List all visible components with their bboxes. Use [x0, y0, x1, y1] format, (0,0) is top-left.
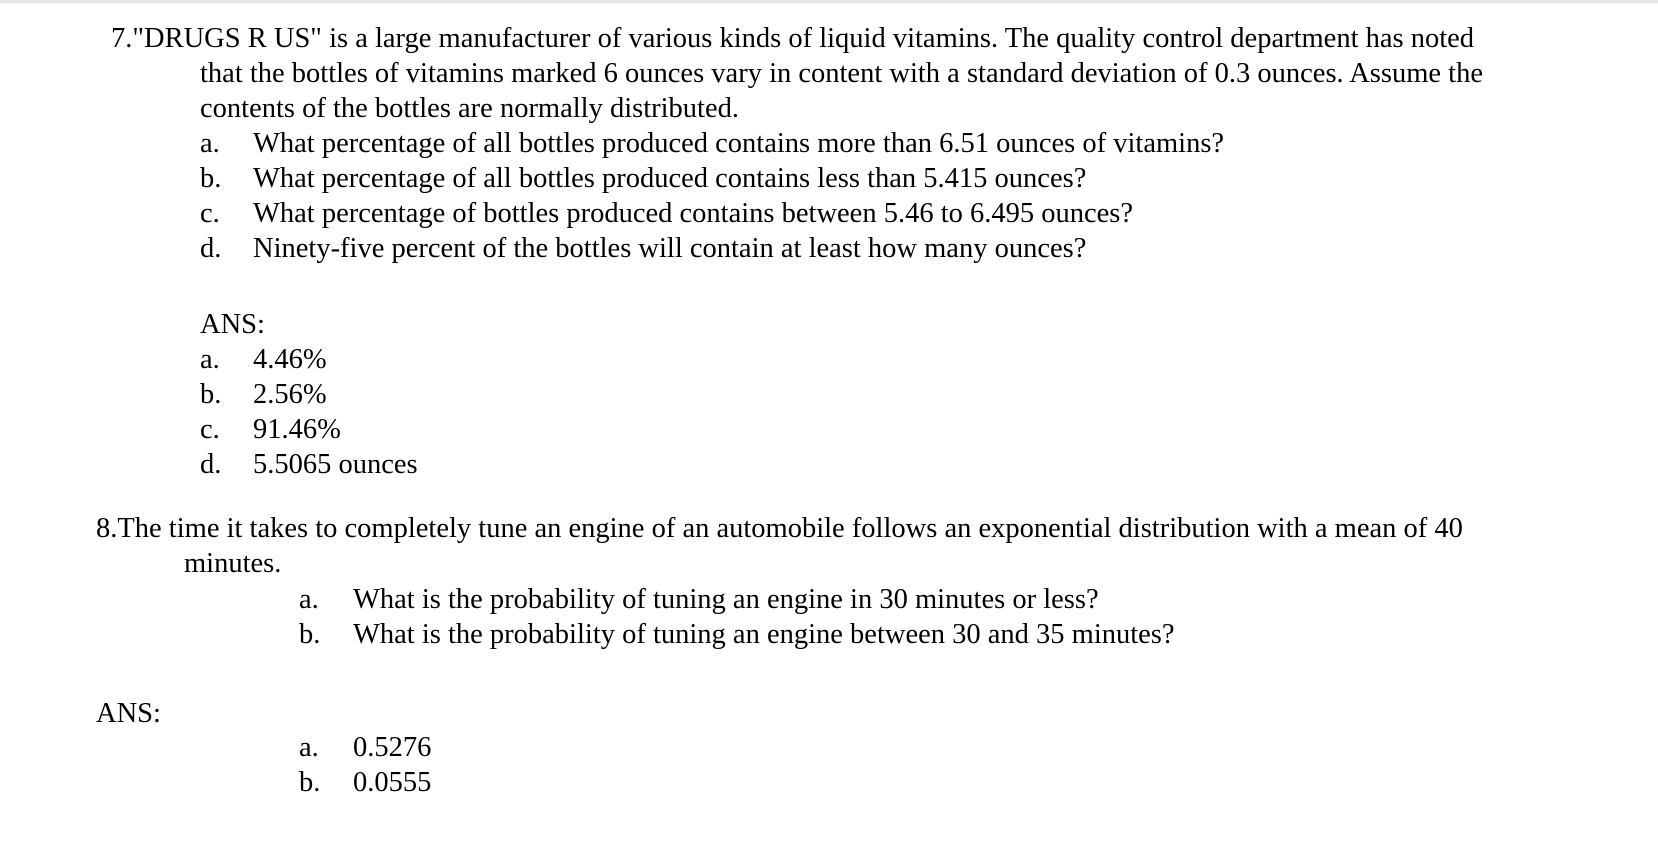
- question-7-line-3: contents of the bottles are normally distributed.: [200, 93, 739, 124]
- question-7-ans-label: ANS:: [200, 309, 265, 340]
- answer-value: 2.56%: [253, 379, 327, 410]
- item-text: Ninety-five percent of the bottles will contain at least how many ounces?: [253, 233, 1087, 264]
- item-text: What percentage of all bottles produced contains less than 5.415 ounces?: [253, 163, 1087, 194]
- item-text: What percentage of bottles produced contains between 5.46 to 6.495 ounces?: [253, 198, 1134, 229]
- item-letter: b.: [299, 619, 321, 650]
- question-7-item-b: [200, 162, 1087, 197]
- answer-value: 5.5065 ounces: [253, 449, 418, 480]
- answer-letter: b.: [200, 379, 222, 410]
- question-8-answer-b: [299, 766, 432, 801]
- answer-letter: d.: [200, 449, 222, 480]
- question-7-item-d: [200, 232, 1087, 267]
- question-7-answer-a: [200, 343, 327, 378]
- item-letter: b.: [200, 163, 222, 194]
- item-text: What is the probability of tuning an engine between 30 and 35 minutes?: [353, 619, 1175, 650]
- answer-letter: a.: [299, 732, 319, 763]
- answer-letter: a.: [200, 344, 220, 375]
- question-7-answer-d: [200, 448, 418, 483]
- question-8-ans-label: ANS:: [96, 698, 161, 729]
- answer-letter: b.: [299, 767, 321, 798]
- question-8-line-1: 8.The time it takes to completely tune an engine of an automobile follows an exponential distribution with a mean of 40: [96, 513, 1463, 544]
- question-7-item-c: [200, 197, 1134, 232]
- item-text: What percentage of all bottles produced contains more than 6.51 ounces of vitamins?: [253, 128, 1225, 159]
- item-letter: a.: [299, 584, 319, 615]
- question-8-item-b: [299, 618, 1175, 653]
- question-8-answer-a: [299, 731, 432, 766]
- answer-value: 91.46%: [253, 414, 341, 445]
- item-text: What is the probability of tuning an engine in 30 minutes or less?: [353, 584, 1099, 615]
- question-7-answer-b: [200, 378, 327, 413]
- question-7-item-a: [200, 127, 1225, 162]
- item-letter: a.: [200, 128, 220, 159]
- question-8-item-a: [299, 583, 1099, 618]
- item-letter: d.: [200, 233, 222, 264]
- answer-value: 0.0555: [353, 767, 432, 798]
- item-letter: c.: [200, 198, 220, 229]
- answer-value: 4.46%: [253, 344, 327, 375]
- question-8-line-2: minutes.: [184, 548, 282, 579]
- answer-letter: c.: [200, 414, 220, 445]
- answer-value: 0.5276: [353, 732, 432, 763]
- question-7-answer-c: [200, 413, 341, 448]
- question-7-line-1: 7."DRUGS R US" is a large manufacturer of various kinds of liquid vitamins. The quality control department has noted: [111, 23, 1475, 54]
- question-7-line-2: that the bottles of vitamins marked 6 ounces vary in content with a standard deviation of 0.3 ounces. Assume the: [200, 58, 1484, 89]
